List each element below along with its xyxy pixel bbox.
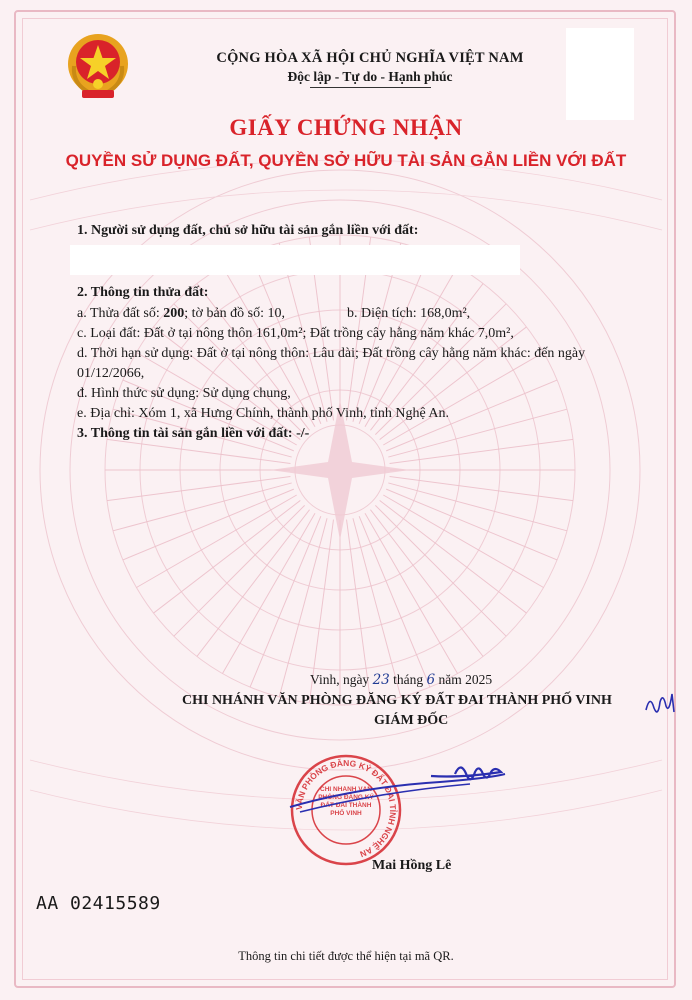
- section1-heading: 1. Người sử dụng đất, chủ sở hữu tài sản gắn liền với đất:: [77, 223, 419, 238]
- serial-number: AA 02415589: [36, 893, 161, 914]
- motto-underline: [310, 87, 431, 88]
- handwritten-month: 6: [426, 672, 436, 688]
- usage-form-line: đ. Hình thức sử dụng: Sử dụng chung,: [77, 386, 291, 401]
- national-emblem-icon: [64, 32, 132, 104]
- certificate-subtitle: QUYỀN SỬ DỤNG ĐẤT, QUYỀN SỞ HỮU TÀI SẢN GẮN LIỀN VỚI ĐẤT: [65, 151, 627, 170]
- signature-mark: [280, 752, 520, 822]
- section3-heading: 3. Thông tin tài sản gắn liền với đất: -/-: [77, 426, 310, 441]
- usage-term-date: 01/12/2066,: [77, 366, 145, 381]
- initials-mark: [640, 686, 680, 720]
- section2-heading: 2. Thông tin thửa đất:: [77, 285, 209, 300]
- signer-name: Mai Hồng Lê: [372, 858, 452, 873]
- nation-name: CỘNG HÒA XÃ HỘI CHỦ NGHĨA VIỆT NAM: [216, 50, 524, 66]
- issuing-office: CHI NHÁNH VĂN PHÒNG ĐĂNG KÝ ĐẤT ĐAI THÀNH PHỐ VINH: [182, 693, 612, 708]
- stamp-outer-text: VĂN PHÒNG ĐĂNG KÝ ĐẤT ĐAI TỈNH NGHỆ AN: [293, 757, 399, 860]
- area-line: b. Diện tích: 168,0m²,: [347, 306, 471, 321]
- handwritten-day: 23: [372, 672, 390, 688]
- map-sheet: ; tờ bản đồ số: 10,: [184, 306, 285, 321]
- national-motto: Độc lập - Tự do - Hạnh phúc: [287, 69, 453, 84]
- signing-date: Vinh, ngày 23 tháng 6 năm 2025: [310, 672, 493, 688]
- certificate-title: GIẤY CHỨNG NHẬN: [229, 115, 463, 140]
- parcel-label: a. Thửa đất số:: [77, 306, 164, 321]
- redacted-owner-info: [70, 245, 520, 275]
- address-line: e. Địa chỉ: Xóm 1, xã Hưng Chính, thành phố Vinh, tỉnh Nghệ An.: [77, 406, 450, 421]
- signer-position: GIÁM ĐỐC: [374, 713, 449, 728]
- qr-footer-note: Thông tin chi tiết được thể hiện tại mã QR.: [238, 949, 454, 963]
- parcel-number: 200: [163, 306, 185, 321]
- parcel-number-line: [77, 306, 285, 322]
- qr-code-area: [566, 28, 634, 120]
- stamp-inner-text: CHI NHÁNH VĂN PHÒNG ĐĂNG KÝ ĐẤT ĐAI THÀNH PHỐ VINH: [318, 786, 374, 818]
- land-type-line: c. Loại đất: Đất ở tại nông thôn 161,0m²; Đất trồng cây hằng năm khác 7,0m²,: [77, 326, 514, 341]
- usage-term-line: d. Thời hạn sử dụng: Đất ở tại nông thôn: Lâu dài; Đất trồng cây hằng năm khác: đến ngày: [77, 346, 586, 361]
